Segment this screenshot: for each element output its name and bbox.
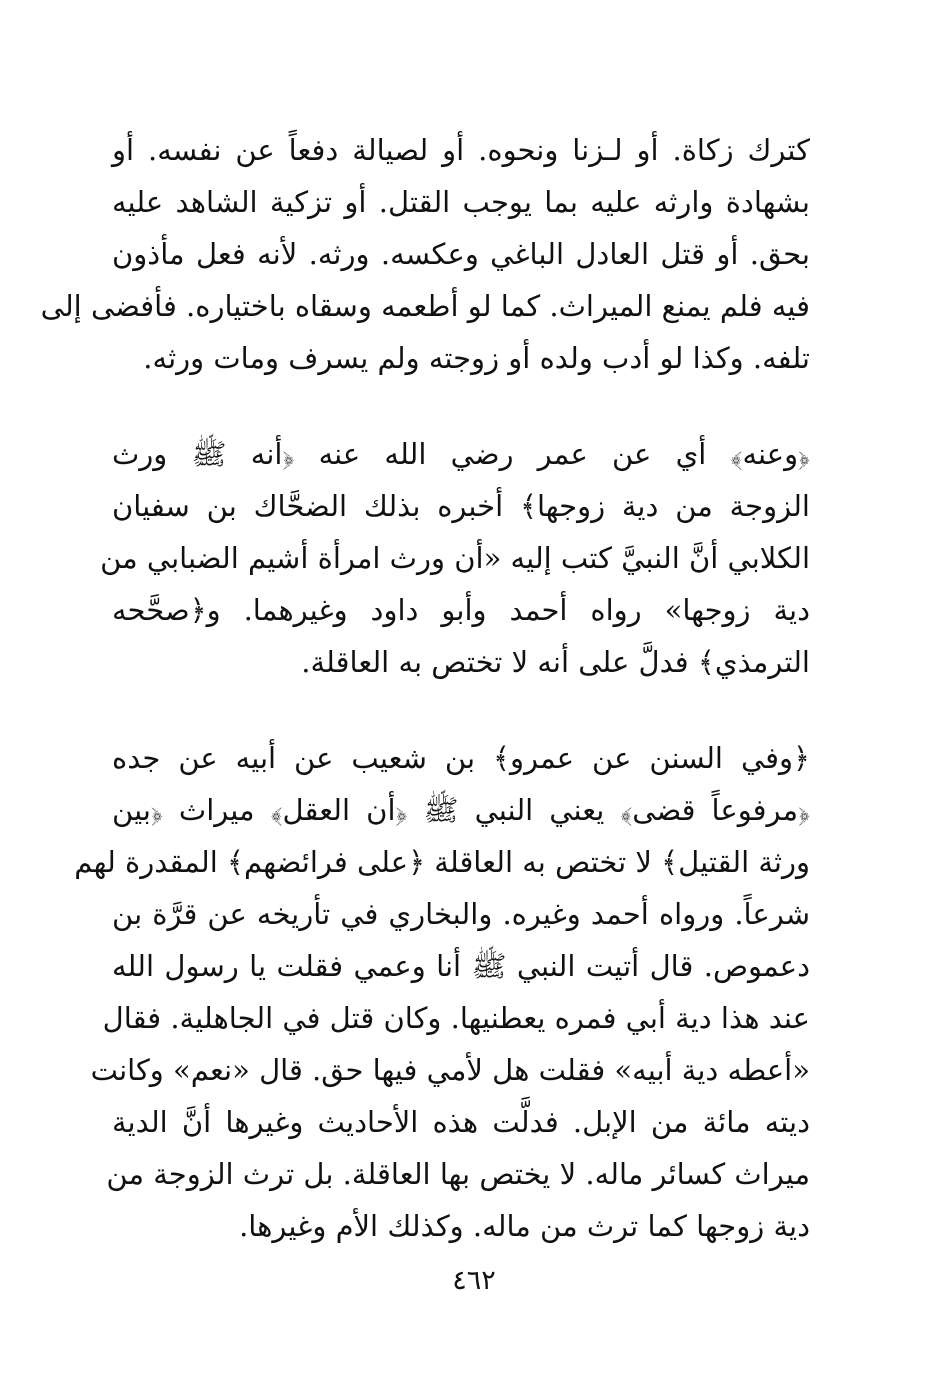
paragraph-2 [100, 428, 810, 688]
text-line: ﴿وعنه﴾ أي عن عمر رضي الله عنه ﴿أنه ﷺ ورث [112, 437, 810, 471]
text-line: ورثة القتيل﴾ لا تختص به العاقلة ﴿على فرائضهم﴾ المقدرة لهم [74, 845, 810, 879]
text-line: تلفه. وكذا لو أدب ولده أو زوجته ولم يسرف ومات ورثه. [143, 341, 810, 375]
text-line: دعموص. قال أتيت النبي ﷺ أنا وعمي فقلت يا رسول الله [112, 949, 810, 983]
text-line: بحق. أو قتل العادل الباغي وعكسه. ورثه. لأنه فعل مأذون [112, 237, 810, 271]
text-line: بشهادة وارثه عليه بما يوجب القتل. أو تزكية الشاهد عليه [112, 185, 810, 219]
text-line: ﴿وفي السنن عن عمرو﴾ بن شعيب عن أبيه عن جده [112, 741, 810, 775]
text-line: شرعاً. ورواه أحمد وغيره. والبخاري في تأريخه عن قرَّة بن [112, 897, 810, 931]
text-line: «أعطه دية أبيه» فقلت هل لأمي فيها حق. قال «نعم» وكانت [90, 1053, 810, 1087]
text-line: دية زوجها» رواه أحمد وأبو داود وغيرهما. و﴿صحَّحه [112, 593, 810, 627]
text-line: ميراث كسائر ماله. لا يختص بها العاقلة. بل ترث الزوجة من [106, 1157, 810, 1191]
page-number: ٤٦٢ [452, 1265, 496, 1296]
text-line: فيه فلم يمنع الميراث. كما لو أطعمه وسقاه باختياره. فأفضى إلى [40, 289, 810, 323]
text-line: الكلابي أنَّ النبيَّ كتب إليه «أن ورث امرأة أشيم الضبابي من [100, 541, 810, 575]
paragraph-3 [74, 732, 810, 1252]
paragraph-1 [40, 124, 810, 384]
text-line: عند هذا دية أبي فمره يعطنيها. وكان قتل في الجاهلية. فقال [102, 1001, 810, 1035]
text-line: ﴿مرفوعاً قضى﴾ يعني النبي ﷺ ﴿أن العقل﴾ ميراث ﴿بين [112, 793, 810, 827]
text-line: كترك زكاة. أو لـزنا ونحوه. أو لصيالة دفعاً عن نفسه. أو [112, 133, 810, 167]
text-line: الزوجة من دية زوجها﴾ أخبره بذلك الضحَّاك بن سفيان [112, 489, 810, 523]
text-line: دية زوجها كما ترث من ماله. وكذلك الأم وغيرها. [239, 1209, 810, 1243]
text-line: ديته مائة من الإبل. فدلَّت هذه الأحاديث وغيرها أنَّ الدية [112, 1105, 810, 1139]
text-line: الترمذي﴾ فدلَّ على أنه لا تختص به العاقلة. [301, 645, 810, 679]
